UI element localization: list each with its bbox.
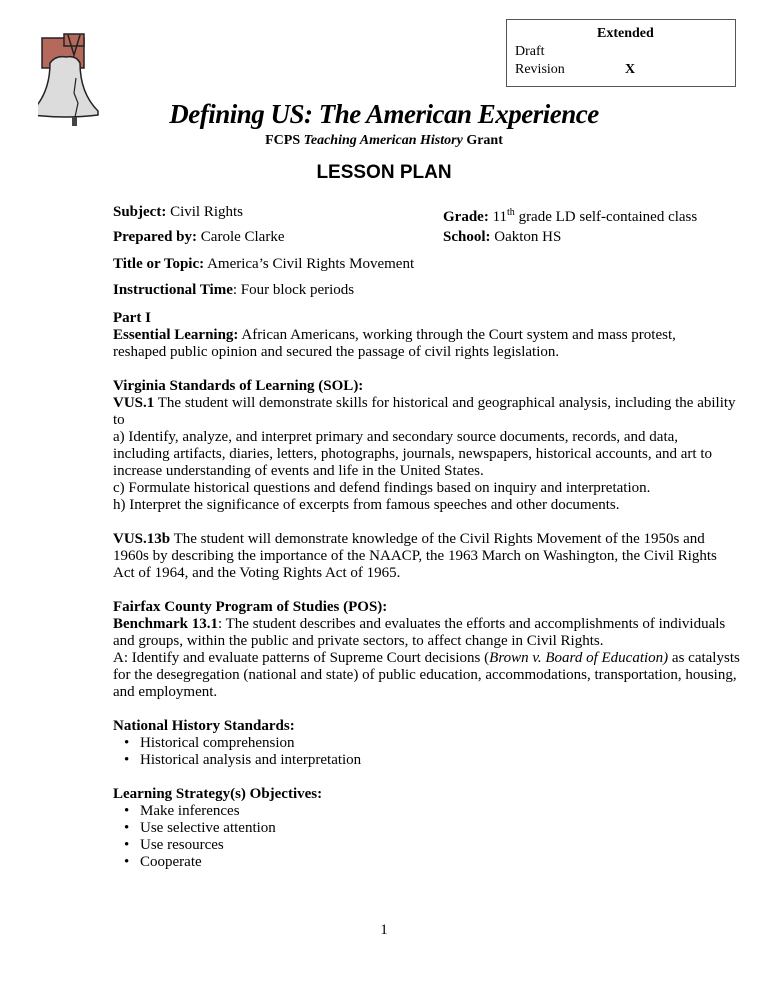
vus13b-text: VUS.13b The student will demonstrate knowledge of the Civil Rights Movement of the 1950s and: [113, 531, 705, 547]
lesson-plan-heading: LESSON PLAN: [316, 162, 452, 183]
document-subtitle: FCPS Teaching American History Grant: [265, 133, 503, 148]
subject-field: Subject: Civil Rights: [113, 204, 244, 220]
vus1-line: increase understanding of events and life in the United States.: [113, 463, 484, 479]
vus1-text: VUS.1 The student will demonstrate skills for historical and geographical analysis, including the ability: [113, 395, 736, 411]
document-title: Defining US: The American Experience: [169, 99, 599, 129]
vus1-line: h) Interpret the significance of excerpts from famous speeches and other documents.: [113, 497, 620, 513]
revision-status-box: [506, 19, 736, 87]
benchmark-a-text: A: Identify and evaluate patterns of Supreme Court decisions (Brown v. Board of Education) as catalysts: [113, 650, 740, 666]
prepared-by-field: Prepared by: Carole Clarke: [113, 229, 285, 245]
list-item: • Historical analysis and interpretation: [140, 752, 361, 769]
page-number: 1: [380, 922, 388, 938]
vus1-line: to: [113, 412, 125, 428]
benchmark-a-line: for the desegregation (national and state) of public education, accommodations, transportation, housing,: [113, 667, 737, 683]
extended-label: Extended: [597, 26, 654, 41]
benchmark-a-line: and employment.: [113, 684, 218, 700]
essential-learning-line: reshaped public opinion and secured the passage of civil rights legislation.: [113, 344, 560, 360]
list-item: • Use selective attention: [140, 820, 276, 837]
essential-learning: Essential Learning: African Americans, working through the Court system and mass protest,: [113, 327, 676, 343]
list-item: • Historical comprehension: [140, 735, 295, 752]
topic-field: Title or Topic: America’s Civil Rights Movement: [113, 256, 415, 272]
grade-field: Grade: 11th grade LD self-contained class: [443, 207, 698, 225]
list-item: • Cooperate: [140, 854, 202, 871]
benchmark-line: and groups, within the public and private sectors, to affect change in Civil Rights.: [113, 633, 604, 649]
pos-heading: Fairfax County Program of Studies (POS):: [113, 599, 388, 615]
vus1-line: a) Identify, analyze, and interpret primary and secondary source documents, records, and data,: [113, 429, 679, 445]
list-item: • Make inferences: [140, 803, 240, 820]
vus1-line: including artifacts, diaries, letters, photographs, journals, newspapers, historical accounts, and art to: [113, 446, 712, 462]
part-heading: Part I: [113, 310, 151, 326]
vus1-line: c) Formulate historical questions and defend findings based on inquiry and interpretation.: [113, 480, 651, 496]
revision-label: Revision: [515, 62, 565, 77]
revision-mark: X: [625, 62, 636, 77]
benchmark-text: Benchmark 13.1: The student describes and evaluates the efforts and accomplishments of individuals: [113, 616, 726, 632]
list-item: • Use resources: [140, 837, 224, 854]
instructional-time-field: Instructional Time: Four block periods: [113, 282, 355, 298]
vus13b-line: Act of 1964, and the Voting Rights Act of 1965.: [113, 565, 401, 581]
nhs-heading: National History Standards:: [113, 718, 295, 734]
sol-heading: Virginia Standards of Learning (SOL):: [113, 378, 364, 394]
draft-label: Draft: [515, 44, 545, 59]
strategy-heading: Learning Strategy(s) Objectives:: [113, 786, 323, 802]
vus13b-line: 1960s by describing the importance of the NAACP, the 1963 March on Washington, the Civil Rights: [113, 548, 717, 564]
school-field: School: Oakton HS: [443, 229, 562, 245]
